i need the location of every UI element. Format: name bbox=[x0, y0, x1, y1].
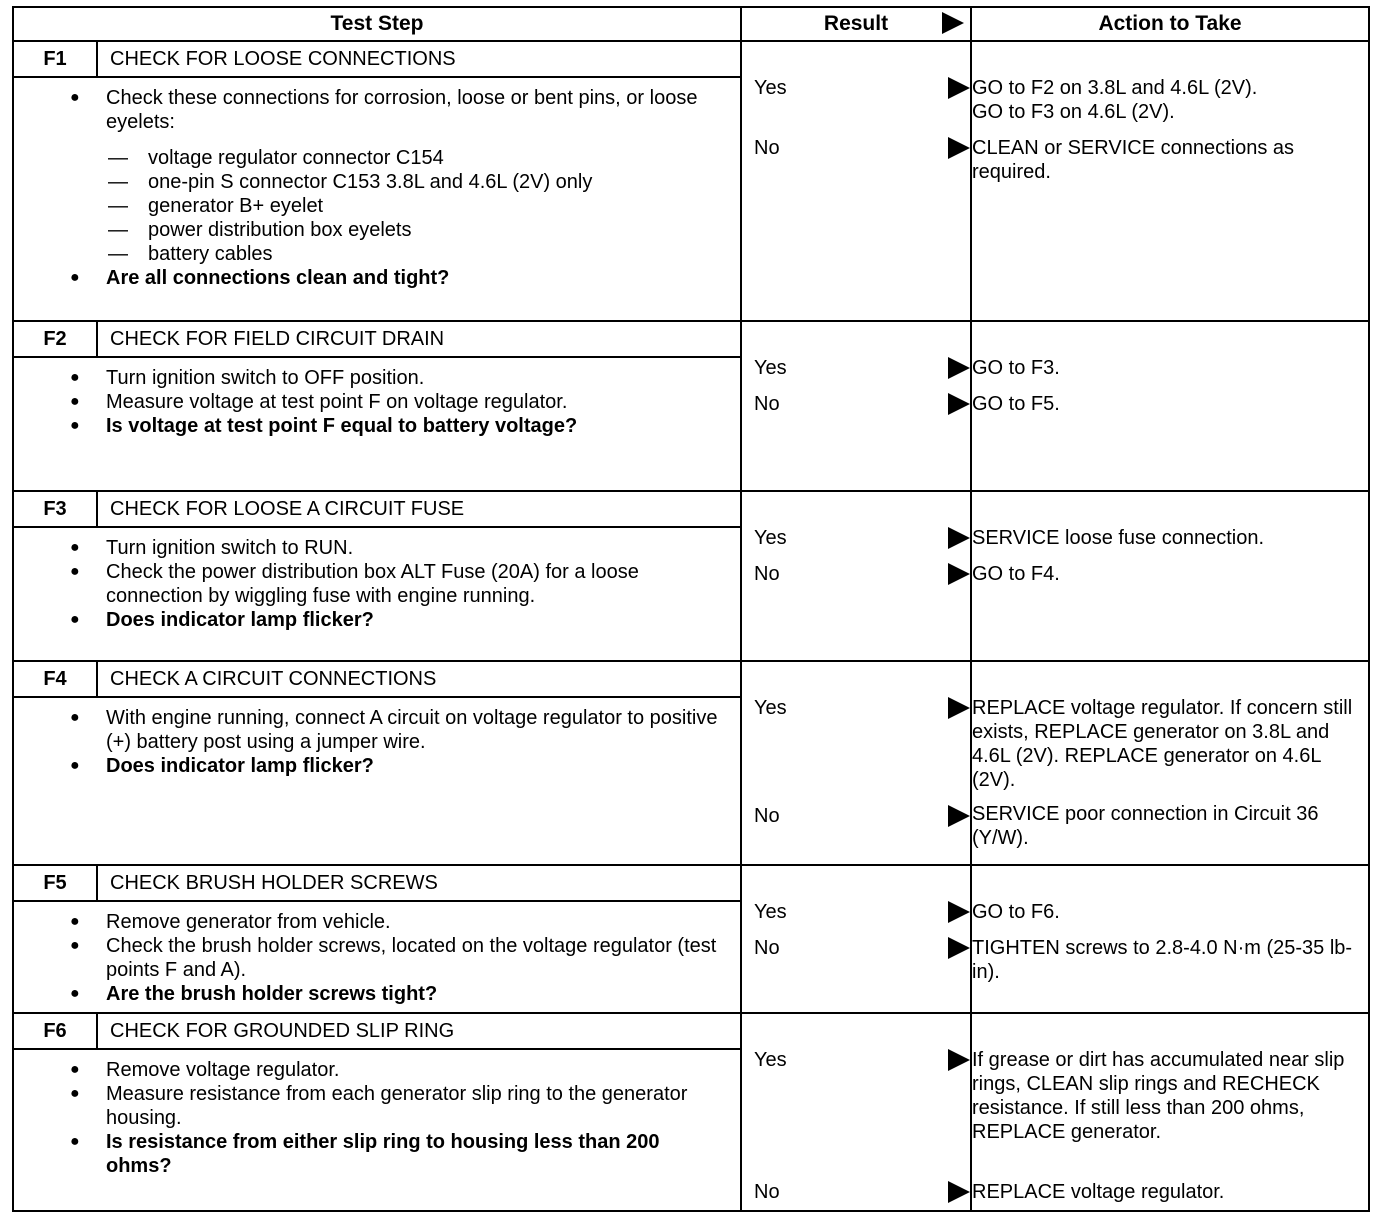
step-header bbox=[14, 866, 740, 902]
arrow-icon bbox=[948, 77, 970, 99]
result-yes-label: Yes bbox=[754, 901, 787, 923]
step-header bbox=[14, 662, 740, 698]
step-id: F4 bbox=[14, 662, 98, 696]
action-cell-f3 bbox=[971, 491, 1369, 661]
bullet-item: ● Turn ignition switch to RUN. bbox=[106, 536, 730, 560]
step-body bbox=[14, 358, 740, 444]
result-no bbox=[742, 1180, 970, 1204]
header-row bbox=[13, 7, 1369, 41]
step-id: F6 bbox=[14, 1014, 98, 1048]
result-no bbox=[742, 804, 970, 828]
result-no bbox=[742, 392, 970, 416]
result-cell-f2 bbox=[741, 321, 971, 491]
action-cell-f2 bbox=[971, 321, 1369, 491]
bullet-item: ● Check the brush holder screws, located on the voltage regulator (test points F and A). bbox=[106, 934, 730, 982]
action-no: TIGHTEN screws to 2.8-4.0 N·m (25-35 lb-in). bbox=[972, 937, 1353, 983]
step-cell-f1 bbox=[13, 41, 741, 321]
arrow-icon bbox=[948, 901, 970, 923]
step-row-f3 bbox=[13, 491, 1369, 661]
result-yes bbox=[742, 900, 970, 924]
arrow-icon bbox=[948, 357, 970, 379]
dash-item: — battery cables bbox=[108, 242, 730, 266]
arrow-icon bbox=[942, 12, 964, 34]
arrow-icon bbox=[948, 697, 970, 719]
step-header bbox=[14, 322, 740, 358]
arrow-icon bbox=[948, 527, 970, 549]
result-cell-f4 bbox=[741, 661, 971, 865]
step-id: F2 bbox=[14, 322, 98, 356]
dash-item: — voltage regulator connector C154 bbox=[108, 146, 730, 170]
bullet-item: ● Measure resistance from each generator slip ring to the generator housing. bbox=[106, 1082, 730, 1130]
step-body bbox=[14, 698, 740, 784]
result-yes-label: Yes bbox=[754, 77, 787, 99]
result-no-label: No bbox=[754, 137, 780, 159]
step-title: CHECK FOR LOOSE A CIRCUIT FUSE bbox=[110, 498, 465, 520]
step-title: CHECK BRUSH HOLDER SCREWS bbox=[110, 872, 438, 894]
step-body bbox=[14, 1050, 740, 1184]
action-no: REPLACE voltage regulator. bbox=[972, 1181, 1225, 1203]
result-no-label: No bbox=[754, 937, 780, 959]
result-yes bbox=[742, 526, 970, 550]
result-yes bbox=[742, 696, 970, 720]
question: ● Are all connections clean and tight? bbox=[106, 266, 730, 290]
dash-item: — one-pin S connector C153 3.8L and 4.6L (2V) only bbox=[108, 170, 730, 194]
step-body bbox=[14, 528, 740, 638]
arrow-icon bbox=[948, 1181, 970, 1203]
step-header bbox=[14, 42, 740, 78]
action-cell-f5 bbox=[971, 865, 1369, 1013]
step-cell-f5 bbox=[13, 865, 741, 1013]
step-title: CHECK FOR FIELD CIRCUIT DRAIN bbox=[110, 328, 445, 350]
arrow-icon bbox=[948, 137, 970, 159]
bullet-item: ● Turn ignition switch to OFF position. bbox=[106, 366, 730, 390]
action-cell-f4 bbox=[971, 661, 1369, 865]
dash-list bbox=[108, 146, 730, 266]
dash-item: — power distribution box eyelets bbox=[108, 218, 730, 242]
arrow-icon bbox=[948, 805, 970, 827]
arrow-icon bbox=[948, 937, 970, 959]
arrow-icon bbox=[948, 393, 970, 415]
action-no: GO to F5. bbox=[972, 393, 1060, 415]
step-id: F3 bbox=[14, 492, 98, 526]
dash-item: — generator B+ eyelet bbox=[108, 194, 730, 218]
question: ● Is voltage at test point F equal to battery voltage? bbox=[106, 414, 730, 438]
question: ● Does indicator lamp flicker? bbox=[106, 608, 730, 632]
action-yes: If grease or dirt has accumulated near slip rings, CLEAN slip rings and RECHECK resistance. If still less than 200 ohms, REPLACE generator. bbox=[972, 1049, 1345, 1143]
step-id: F1 bbox=[14, 42, 98, 76]
result-no bbox=[742, 936, 970, 960]
diagnostic-table bbox=[12, 6, 1370, 1212]
result-cell-f1 bbox=[741, 41, 971, 321]
action-no: CLEAN or SERVICE connections as required. bbox=[972, 137, 1295, 183]
step-title: CHECK FOR GROUNDED SLIP RING bbox=[110, 1020, 455, 1042]
bullet-item: ● Check these connections for corrosion, loose or bent pins, or loose eyelets: bbox=[106, 86, 730, 134]
step-cell-f4 bbox=[13, 661, 741, 865]
result-yes bbox=[742, 356, 970, 380]
result-yes-label: Yes bbox=[754, 357, 787, 379]
step-cell-f6 bbox=[13, 1013, 741, 1211]
result-yes-label: Yes bbox=[754, 1049, 787, 1071]
result-cell-f5 bbox=[741, 865, 971, 1013]
result-cell-f3 bbox=[741, 491, 971, 661]
bullet-item: ● Remove voltage regulator. bbox=[106, 1058, 730, 1082]
step-title: CHECK A CIRCUIT CONNECTIONS bbox=[110, 668, 437, 690]
step-body bbox=[14, 78, 740, 296]
action-yes: REPLACE voltage regulator. If concern still exists, REPLACE generator on 3.8L and 4.6L (2V). REPLACE generator on 4.6L (2V). bbox=[972, 697, 1353, 791]
action-yes: SERVICE loose fuse connection. bbox=[972, 527, 1265, 549]
step-cell-f2 bbox=[13, 321, 741, 491]
step-row-f6 bbox=[13, 1013, 1369, 1211]
result-yes bbox=[742, 76, 970, 100]
action-yes: GO to F6. bbox=[972, 901, 1060, 923]
action-cell-f1 bbox=[971, 41, 1369, 321]
result-yes bbox=[742, 1048, 970, 1072]
result-no-label: No bbox=[754, 563, 780, 585]
header-test-step: Test Step bbox=[13, 7, 741, 41]
action-yes: GO to F3. bbox=[972, 357, 1060, 379]
step-id: F5 bbox=[14, 866, 98, 900]
step-row-f4 bbox=[13, 661, 1369, 865]
action-no: GO to F4. bbox=[972, 563, 1060, 585]
question: ● Is resistance from either slip ring to housing less than 200 ohms? bbox=[106, 1130, 730, 1178]
header-result bbox=[741, 7, 971, 41]
result-no-label: No bbox=[754, 393, 780, 415]
step-row-f1 bbox=[13, 41, 1369, 321]
result-no bbox=[742, 562, 970, 586]
step-row-f2 bbox=[13, 321, 1369, 491]
result-yes-label: Yes bbox=[754, 527, 787, 549]
action-yes-2: GO to F3 on 4.6L (2V). bbox=[972, 101, 1175, 123]
action-cell-f6 bbox=[971, 1013, 1369, 1211]
step-header bbox=[14, 1014, 740, 1050]
result-cell-f6 bbox=[741, 1013, 971, 1211]
step-body bbox=[14, 902, 740, 1012]
bullet-item: ● Measure voltage at test point F on voltage regulator. bbox=[106, 390, 730, 414]
header-result-label: Result bbox=[823, 12, 889, 35]
step-cell-f3 bbox=[13, 491, 741, 661]
step-row-f5 bbox=[13, 865, 1369, 1013]
question: ● Are the brush holder screws tight? bbox=[106, 982, 730, 1006]
result-no-label: No bbox=[754, 1181, 780, 1203]
action-no: SERVICE poor connection in Circuit 36 (Y/W). bbox=[972, 803, 1319, 849]
result-no-label: No bbox=[754, 805, 780, 827]
question: ● Does indicator lamp flicker? bbox=[106, 754, 730, 778]
step-header bbox=[14, 492, 740, 528]
action-yes-1: GO to F2 on 3.8L and 4.6L (2V). bbox=[972, 77, 1258, 99]
arrow-icon bbox=[948, 1049, 970, 1071]
result-no bbox=[742, 136, 970, 160]
step-title: CHECK FOR LOOSE CONNECTIONS bbox=[110, 48, 456, 70]
bullet-item: ● Check the power distribution box ALT Fuse (20A) for a loose connection by wiggling fuse with engine running. bbox=[106, 560, 730, 608]
bullet-item: ● With engine running, connect A circuit on voltage regulator to positive (+) battery post using a jumper wire. bbox=[106, 706, 730, 754]
result-yes-label: Yes bbox=[754, 697, 787, 719]
header-action: Action to Take bbox=[971, 7, 1369, 41]
bullet-item: ● Remove generator from vehicle. bbox=[106, 910, 730, 934]
arrow-icon bbox=[948, 563, 970, 585]
